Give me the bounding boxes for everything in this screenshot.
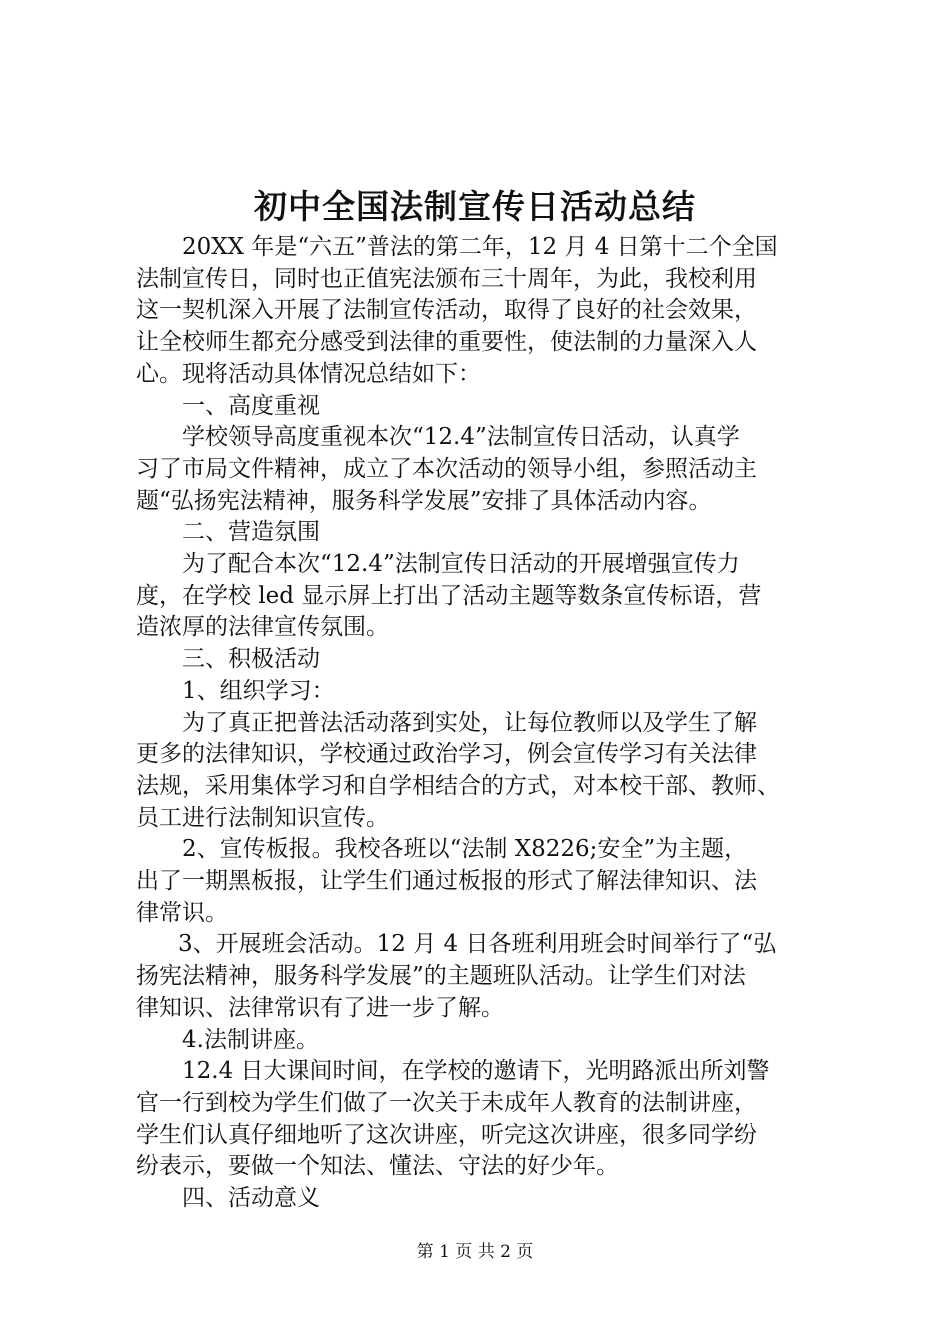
paragraph-line: 学校领导高度重视本次“12.4”法制宣传日活动，认真学 <box>182 424 740 451</box>
section-heading: 三、积极活动 <box>182 646 320 673</box>
paragraph-line: 官一行到校为学生们做了一次关于未成年人教育的法制讲座， <box>136 1089 757 1116</box>
paragraph-line: 度，在学校 led 显示屏上打出了活动主题等数条宣传标语，营 <box>136 582 762 609</box>
paragraph-line: 律知识、法律常识有了进一步了解。 <box>136 994 504 1021</box>
paragraph-line: 造浓厚的法律宣传氛围。 <box>136 614 389 641</box>
paragraph-line: 2、宣传板报。我校各班以“法制 X8226;安全”为主题， <box>182 836 748 863</box>
section-heading: 四、活动意义 <box>182 1185 320 1212</box>
paragraph-line: 法制宣传日，同时也正值宪法颁布三十周年，为此，我校利用 <box>136 265 757 292</box>
paragraph-line: 律常识。 <box>136 899 228 926</box>
paragraph-line: 出了一期黑板报，让学生们通过板报的形式了解法律知识、法 <box>136 868 757 895</box>
paragraph-line: 纷表示，要做一个知法、懂法、守法的好少年。 <box>136 1153 619 1180</box>
paragraph-line: 为了真正把普法活动落到实处，让每位教师以及学生了解 <box>182 709 757 736</box>
section-heading: 一、高度重视 <box>182 392 320 419</box>
paragraph-line: 20XX 年是“六五”普法的第二年，12 月 4 日第十二个全国 <box>182 234 778 260</box>
subsection-heading: 4.法制讲座。 <box>182 1026 319 1053</box>
paragraph-line: 更多的法律知识，学校通过政治学习，例会宣传学习有关法律 <box>136 741 757 768</box>
paragraph-line: 心。现将活动具体情况总结如下： <box>136 360 481 387</box>
document-title: 初中全国法制宣传日活动总结 <box>254 187 696 226</box>
document-body <box>136 232 836 1215</box>
paragraph-line: 习了市局文件精神，成立了本次活动的领导小组，参照活动主 <box>136 455 757 482</box>
page-footer: 第 1 页 共 2 页 <box>416 1242 534 1262</box>
paragraph-line: 员工进行法制知识宣传。 <box>136 804 389 831</box>
paragraph-line: 扬宪法精神，服务科学发展”的主题班队活动。让学生们对法 <box>136 963 746 990</box>
paragraph-line: 这一契机深入开展了法制宣传活动，取得了良好的社会效果， <box>136 297 757 324</box>
paragraph-line: 3、开展班会活动。12 月 4 日各班利用班会时间举行了“弘 <box>178 931 777 958</box>
paragraph-line: 学生们认真仔细地听了这次讲座，听完这次讲座，很多同学纷 <box>136 1121 757 1148</box>
paragraph-line: 让全校师生都充分感受到法律的重要性，使法制的力量深入人 <box>136 329 757 356</box>
paragraph-line: 题“弘扬宪法精神，服务科学发展”安排了具体活动内容。 <box>136 487 712 514</box>
paragraph-line: 法规，采用集体学习和自学相结合的方式，对本校干部、教师、 <box>136 772 780 799</box>
subsection-heading: 1、组织学习： <box>182 677 335 704</box>
section-heading: 二、营造氛围 <box>182 519 320 546</box>
paragraph-line: 为了配合本次“12.4”法制宣传日活动的开展增强宣传力 <box>182 551 740 578</box>
paragraph-line: 12.4 日大课间时间，在学校的邀请下，光明路派出所刘警 <box>182 1058 770 1085</box>
